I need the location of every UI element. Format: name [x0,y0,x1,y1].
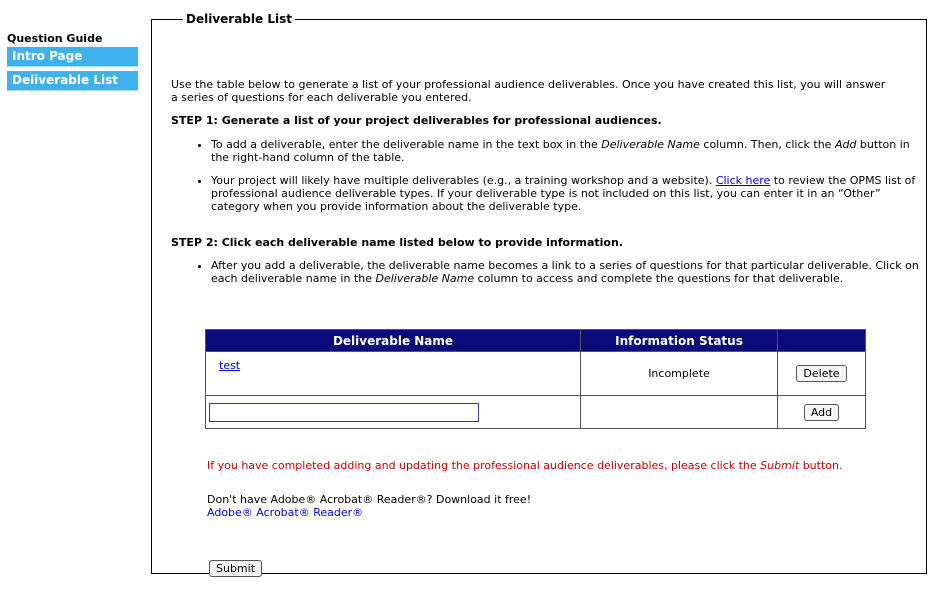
step1-bullet-add: • To add a deliverable, enter the deliverable name in the text box in the Deliverable Name column. Then, click the Add button in the right-hand column of the table. [211,138,928,164]
sidebar-item-deliverable-list[interactable]: Deliverable List [7,71,138,91]
click-here-link[interactable]: Click here [715,174,771,187]
submit-reminder-note: If you have completed adding and updating the professional audience deliverables, please click the Submit button. [207,459,843,472]
status-cell: Incomplete [581,352,778,396]
intro-text: Use the table below to generate a list of your professional audience deliverables. Once you have created this list, you will answer a series of questions for each deliverable you entered. [171,78,886,104]
adobe-reader-link[interactable]: Adobe® Acrobat® Reader® [207,506,364,519]
step1-heading: STEP 1: Generate a list of your project deliverables for professional audiences. [171,114,662,127]
new-status-cell [581,396,778,429]
sidebar-item-intro-page[interactable]: Intro Page [7,47,138,67]
new-action-cell [778,396,866,429]
step2-heading: STEP 2: Click each deliverable name listed below to provide information. [171,236,623,249]
step1-bullets [171,138,928,223]
step2-bullet: • After you add a deliverable, the deliverable name becomes a link to a series of questions for that particular deliverable. Click on each deliverable name in the Deliverable Name column to access and complete the questions for that deliverable. [211,259,928,285]
question-guide-sidebar [7,32,138,95]
step1-bullet-types: • Your project will likely have multiple deliverables (e.g., a training workshop and a website). Click here to review the OPMS list of professional audience deliverable types. If your deliverable type is not included on this list, you can enter it in an “Other” category when you provide information about the deliverable type. [211,174,928,213]
deliverable-name-cell [206,352,581,396]
submit-button[interactable]: Submit [209,560,262,577]
header-deliverable-name: Deliverable Name [206,330,581,352]
table-row-new [206,396,866,429]
action-cell [778,352,866,396]
table-row [206,352,866,396]
header-action [778,330,866,352]
panel-legend: Deliverable List [186,12,292,26]
add-button[interactable]: Add [804,404,839,421]
adobe-download-section [207,493,531,519]
question-guide-title: Question Guide [7,32,103,45]
step2-bullets [171,259,928,295]
header-information-status: Information Status [581,330,778,352]
new-name-cell [206,396,581,429]
deliverables-table [205,329,866,429]
adobe-download-text: Don't have Adobe® Acrobat® Reader®? Download it free! [207,493,532,506]
deliverable-list-panel [151,12,927,574]
delete-button[interactable]: Delete [796,365,846,382]
new-deliverable-name-input[interactable] [209,403,479,422]
deliverable-link-test[interactable]: test [219,359,241,372]
table-header-row [206,330,866,352]
